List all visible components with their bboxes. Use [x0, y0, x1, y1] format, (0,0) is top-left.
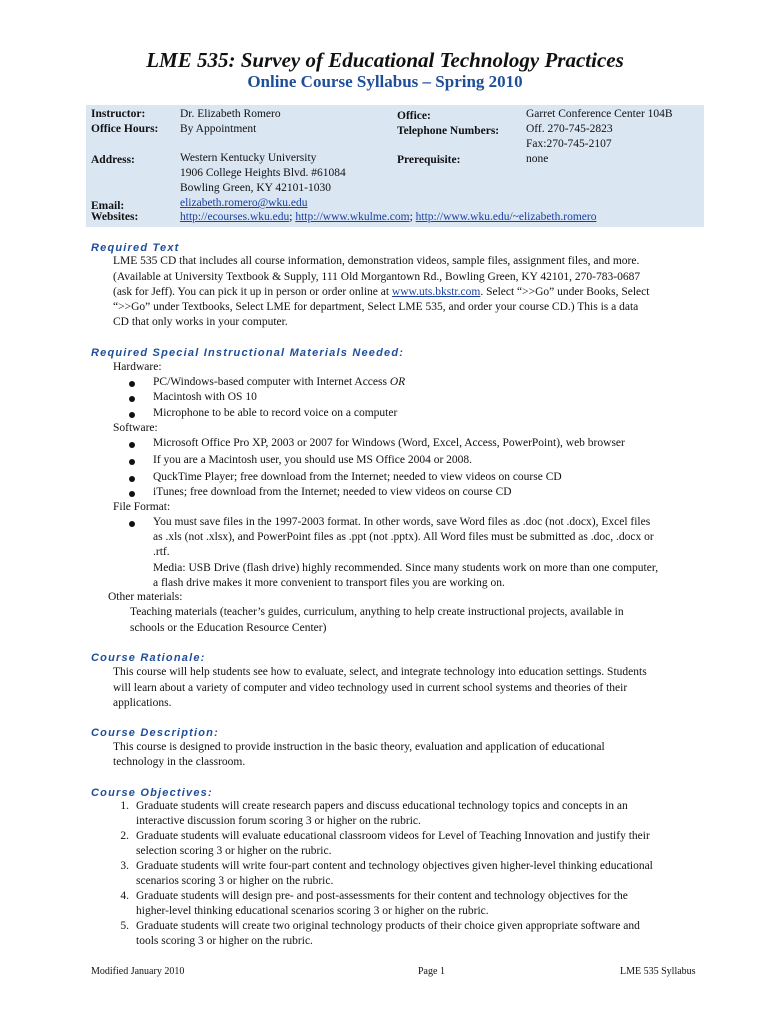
hardware-item-or: OR	[389, 376, 406, 388]
rationale-heading: Course Rationale:	[91, 652, 206, 664]
other-materials-text: schools or the Education Resource Center)	[130, 622, 327, 634]
media-text: Media: USB Drive (flash drive) highly recommended. Since many students work on more than one computer,	[153, 562, 659, 574]
objective-text	[136, 919, 706, 949]
objective-line: Graduate students will design pre- and post-assessments for their content and technology objectives for the	[136, 890, 628, 902]
bullet-icon	[129, 476, 135, 482]
other-materials-label: Other materials:	[108, 591, 183, 603]
email-line	[180, 196, 307, 211]
objective-line: Graduate students will create two original technology products of their choice given appropriate software and	[136, 920, 640, 932]
hardware-item	[153, 375, 405, 390]
software-item: iTunes; free download from the Internet; needed to view videos on course CD	[153, 486, 512, 498]
telephone-value: Off. 270-745-2823	[526, 123, 613, 135]
required-text-fragment: (ask for Jeff). You can pick it up in person or order online at	[113, 286, 392, 298]
office-hours-label: Office Hours:	[91, 123, 159, 135]
email-link[interactable]: elizabeth.romero@wku.edu	[180, 197, 308, 209]
description-text: This course is designed to provide instruction in the basic theory, evaluation and application of educational	[113, 741, 605, 753]
websites-line	[180, 210, 596, 225]
other-materials-text: Teaching materials (teacher’s guides, curriculum, anything to help create instructional projects, available in	[130, 606, 624, 618]
address-line-3: Bowling Green, KY 42101-1030	[180, 182, 331, 194]
required-text-line: CD that only works in your computer.	[113, 316, 288, 328]
required-text-line: “>>Go” under Textbooks, Select LME for department, Select LME 535, and order your course CD.) This is a data	[113, 301, 639, 313]
objective-line: Graduate students will write four-part content and technology objectives given higher-level thinking educational	[136, 860, 653, 872]
required-text-line: (Available at University Textbook & Supply, 111 Old Morgantown Rd., Bowling Green, KY 42101, 270-783-0687	[113, 271, 641, 283]
objective-line: Graduate students will evaluate educational classroom videos for Level of Teaching Innovation and justify their	[136, 830, 650, 842]
email-label: Email:	[91, 200, 125, 212]
required-text-heading: Required Text	[91, 242, 180, 254]
telephone-label: Telephone Numbers:	[397, 125, 500, 137]
objective-number: 2.	[120, 830, 129, 842]
software-item: Microsoft Office Pro XP, 2003 or 2007 for Windows (Word, Excel, Access, PowerPoint), web browser	[153, 437, 625, 449]
file-format-text: as .xls (not .xlsx), and PowerPoint files as .ppt (not .pptx). All Word files must be submitted as .doc, .docx or	[153, 531, 654, 543]
hardware-label: Hardware:	[113, 361, 162, 373]
objective-line: selection scoring 3 or higher on the rubric.	[136, 845, 332, 857]
objective-item	[113, 859, 713, 889]
objective-text	[136, 859, 706, 889]
prerequisite-value: none	[526, 153, 549, 165]
software-label: Software:	[113, 422, 158, 434]
hardware-item-text: PC/Windows-based computer with Internet Access	[153, 376, 390, 388]
fax-value: Fax:270-745-2107	[526, 138, 612, 150]
footer-doc-title: LME 535 Syllabus	[620, 966, 696, 977]
objective-item	[113, 919, 713, 949]
objective-number: 5.	[120, 920, 129, 932]
prerequisite-label: Prerequisite:	[397, 154, 461, 166]
required-text-line	[113, 285, 649, 300]
websites-label: Websites:	[91, 211, 139, 223]
objective-item	[113, 889, 713, 919]
instructor-value: Dr. Elizabeth Romero	[180, 108, 281, 120]
website-link-ecourses[interactable]: http://ecourses.wku.edu	[180, 211, 290, 223]
office-hours-value: By Appointment	[180, 123, 257, 135]
objective-text	[136, 889, 706, 919]
objectives-heading: Course Objectives:	[91, 787, 213, 799]
instructor-label: Instructor:	[91, 108, 146, 120]
address-label: Address:	[91, 154, 135, 166]
address-line-1: Western Kentucky University	[180, 152, 317, 164]
file-format-label: File Format:	[113, 501, 171, 513]
address-line-2: 1906 College Heights Blvd. #61084	[180, 167, 346, 179]
office-value: Garret Conference Center 104B	[526, 108, 673, 120]
objective-line: interactive discussion forum scoring 3 or higher on the rubric.	[136, 815, 421, 827]
materials-heading: Required Special Instructional Materials Needed:	[91, 347, 405, 359]
bookstore-link[interactable]: www.uts.bkstr.com	[391, 286, 481, 298]
footer-modified: Modified January 2010	[91, 966, 185, 977]
description-text: technology in the classroom.	[113, 756, 246, 768]
objective-line: tools scoring 3 or higher on the rubric.	[136, 935, 313, 947]
software-item: QuckTime Player; free download from the Internet; needed to view videos on course CD	[153, 471, 562, 483]
bullet-icon	[129, 521, 135, 527]
objective-text	[136, 799, 706, 829]
file-format-text: .rtf.	[153, 546, 170, 558]
bullet-icon	[129, 412, 135, 418]
bullet-icon	[129, 442, 135, 448]
objective-number: 3.	[120, 860, 129, 872]
required-text-fragment: . Select “>>Go” under Books, Select	[480, 286, 650, 298]
hardware-item: Microphone to be able to record voice on a computer	[153, 407, 398, 419]
website-separator: ;	[409, 211, 416, 223]
file-format-text: You must save files in the 1997-2003 format. In other words, save Word files as .doc (not .docx), Excel files	[153, 516, 651, 528]
website-link-romero[interactable]: http://www.wku.edu/~elizabeth.romero	[415, 211, 597, 223]
objective-number: 1.	[120, 800, 129, 812]
bullet-icon	[129, 396, 135, 402]
objective-line: higher-level thinking educational scenarios scoring 3 or higher on the rubric.	[136, 905, 489, 917]
rationale-text: will learn about a variety of computer and video technology used in current school systems and theories of their	[113, 682, 628, 694]
office-label: Office:	[397, 110, 431, 122]
hardware-item: Macintosh with OS 10	[153, 391, 257, 403]
website-link-wkulme[interactable]: http://www.wkulme.com	[295, 211, 410, 223]
objective-item	[113, 799, 713, 829]
page-title: LME 535: Survey of Educational Technology Practices	[146, 48, 624, 72]
page-subtitle: Online Course Syllabus – Spring 2010	[247, 72, 523, 91]
required-text-line: LME 535 CD that includes all course information, demonstration videos, sample files, assignment files, and more.	[113, 255, 640, 267]
media-text: a flash drive makes it more convenient to transport files you are working on.	[153, 577, 505, 589]
instructor-info-box	[86, 105, 704, 227]
rationale-text: applications.	[113, 697, 172, 709]
objective-text	[136, 829, 706, 859]
footer-page-number: Page 1	[418, 966, 445, 977]
objective-number: 4.	[120, 890, 129, 902]
description-heading: Course Description:	[91, 727, 219, 739]
bullet-icon	[129, 459, 135, 465]
objective-line: Graduate students will create research papers and discuss educational technology topics and concepts in an	[136, 800, 628, 812]
objective-item	[113, 829, 713, 859]
objective-line: scenarios scoring 3 or higher on the rubric.	[136, 875, 334, 887]
software-item: If you are a Macintosh user, you should use MS Office 2004 or 2008.	[153, 454, 473, 466]
rationale-text: This course will help students see how to evaluate, select, and integrate technology into education settings. Students	[113, 666, 647, 678]
bullet-icon	[129, 491, 135, 497]
website-separator: ;	[289, 211, 296, 223]
bullet-icon	[129, 381, 135, 387]
